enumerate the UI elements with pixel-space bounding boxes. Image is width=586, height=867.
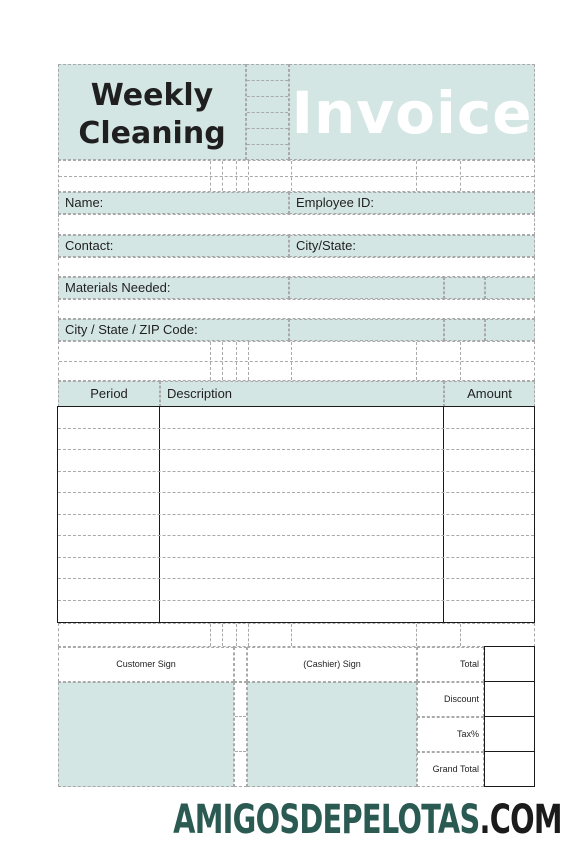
- cashier-sign-label: (Cashier) Sign: [247, 647, 417, 682]
- grand-total-value-box[interactable]: [484, 751, 535, 787]
- employee-id-label: Employee ID:: [289, 192, 535, 214]
- city-state-label: City/State:: [289, 235, 535, 257]
- materials-cell-b: [444, 277, 485, 299]
- col-header-description: Description: [160, 381, 444, 407]
- sign-gap-column: [234, 682, 247, 787]
- materials-cell-c: [485, 277, 535, 299]
- grand-total-label: Grand Total: [417, 752, 484, 787]
- table-row[interactable]: [58, 558, 534, 580]
- discount-value-box[interactable]: [484, 681, 535, 717]
- brand-tld: .COM: [479, 797, 562, 843]
- total-label: Total: [417, 647, 484, 682]
- materials-cell-a: [289, 277, 444, 299]
- table-row[interactable]: [58, 601, 534, 623]
- col-header-period: Period: [58, 381, 160, 407]
- tax-label: Tax%: [417, 717, 484, 752]
- customer-sign-box[interactable]: [58, 682, 234, 787]
- zip-cell-a: [289, 319, 444, 341]
- title-left-block: [58, 64, 246, 160]
- city-state-zip-label: City / State / ZIP Code:: [58, 319, 289, 341]
- table-row[interactable]: [58, 472, 534, 494]
- table-row[interactable]: [58, 407, 534, 429]
- materials-input-row[interactable]: [58, 299, 535, 319]
- cashier-sign-box[interactable]: [247, 682, 417, 787]
- spacer-grid-1: [58, 160, 535, 192]
- zip-cell-c: [485, 319, 535, 341]
- invoice-title-block: [289, 64, 535, 160]
- total-value-box[interactable]: [484, 646, 535, 682]
- brand-name: AMIGOSDEPELOTAS: [173, 797, 480, 843]
- line-items-table: [57, 406, 535, 623]
- contact-input-row[interactable]: [58, 257, 535, 277]
- table-row[interactable]: [58, 493, 534, 515]
- invoice-word: Invoice: [291, 79, 533, 147]
- tax-value-box[interactable]: [484, 716, 535, 752]
- contact-label: Contact:: [58, 235, 289, 257]
- name-input-row[interactable]: [58, 214, 535, 235]
- customer-sign-label: Customer Sign: [58, 647, 234, 682]
- discount-label: Discount: [417, 682, 484, 717]
- materials-label: Materials Needed:: [58, 277, 289, 299]
- table-row[interactable]: [58, 579, 534, 601]
- table-row[interactable]: [58, 429, 534, 451]
- name-label: Name:: [58, 192, 289, 214]
- col-header-amount: Amount: [444, 381, 535, 407]
- sign-gap-top: [234, 647, 247, 682]
- spacer-grid-3: [58, 623, 535, 647]
- zip-cell-b: [444, 319, 485, 341]
- spacer-grid-2: [58, 341, 535, 381]
- title-weekly: Weekly: [90, 78, 214, 113]
- header-small-cells: [246, 64, 289, 160]
- table-row[interactable]: [58, 515, 534, 537]
- table-row[interactable]: [58, 450, 534, 472]
- brand-watermark: [173, 797, 562, 843]
- title-cleaning: Cleaning: [78, 116, 226, 151]
- table-row[interactable]: [58, 536, 534, 558]
